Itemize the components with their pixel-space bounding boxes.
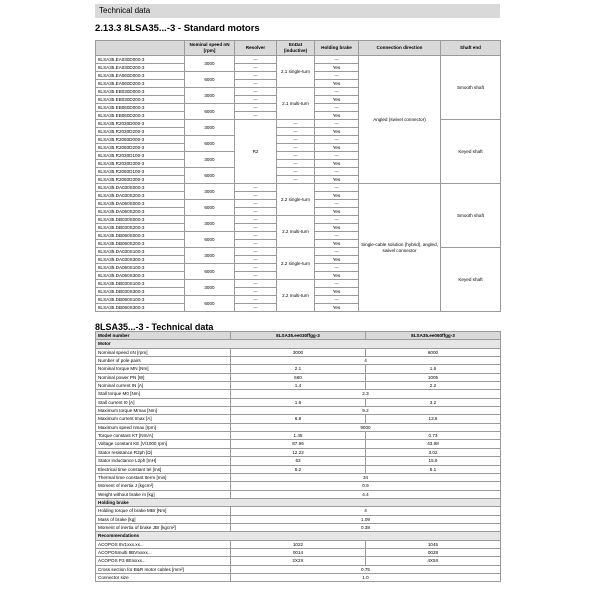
holding-brake-value: ---: [315, 296, 359, 304]
table-row: [96, 56, 501, 64]
resolver-value: ---: [235, 88, 277, 96]
value-060: 4X5X: [366, 557, 501, 565]
holding-brake-value: ---: [315, 184, 359, 192]
endat-value: ---: [277, 176, 315, 184]
value-030: 6.8: [231, 415, 366, 423]
parameter-label: Voltage constant KE [V/1000 rpm]: [96, 440, 231, 448]
parameter-label: Nominal current IN [A]: [96, 382, 231, 390]
parameter-label: Nominal power PN [W]: [96, 373, 231, 381]
value-030: 87.96: [231, 440, 366, 448]
col-header-endat: EnDat (inductive): [277, 41, 315, 56]
parameter-label: Cross section for B&R motor cables [mm²]: [96, 565, 231, 573]
resolver-value: ---: [235, 272, 277, 280]
parameter-label: Thermal time constant tterm [min]: [96, 473, 231, 481]
holding-brake-value: Yes: [315, 288, 359, 296]
resolver-value: ---: [235, 112, 277, 120]
shaft-end: Keyed shaft: [441, 120, 501, 184]
model-number: 8LSA35.EB060D000-3: [96, 104, 185, 112]
endat-value: 2.1 single-turn: [277, 56, 315, 88]
table-row: [96, 540, 501, 548]
resolver-value: ---: [235, 288, 277, 296]
model-number: 8LSA35.DA060S300-3: [96, 272, 185, 280]
table-row: [96, 515, 501, 523]
value-060: 6000: [366, 348, 501, 356]
model-number: 8LSA35.R2060D200-3: [96, 144, 185, 152]
parameter-label: Moment of inertia J [kgcm²]: [96, 482, 231, 490]
col-header-model: Model number: [96, 332, 231, 340]
endat-value: 2.2 multi-turn: [277, 280, 315, 312]
model-number: 8LSA35.R2060D100-3: [96, 168, 185, 176]
resolver-value: ---: [235, 200, 277, 208]
model-number: 8LSA35.DB060S200-3: [96, 240, 185, 248]
value-030: 3000: [231, 348, 366, 356]
page-title: 2.13.3 8LSA35...-3 - Standard motors: [95, 23, 260, 34]
nominal-speed: 6000: [185, 232, 235, 248]
parameter-label: Stator inductance L2ph [mH]: [96, 457, 231, 465]
parameter-label: Stator resistance R2ph [Ω]: [96, 448, 231, 456]
value-060: 1005: [366, 373, 501, 381]
section-label: Motor: [96, 340, 501, 348]
parameter-label: Nominal torque MN [Nm]: [96, 365, 231, 373]
table-row: [96, 390, 501, 398]
parameter-label: Weight without brake m [kg]: [96, 490, 231, 498]
model-number: 8LSA35.EA060D200-3: [96, 80, 185, 88]
model-number: 8LSA35.R2030D000-3: [96, 120, 185, 128]
value-030: 5.2: [231, 465, 366, 473]
value-030: 1.45: [231, 432, 366, 440]
table-row: [96, 365, 501, 373]
model-number: 8LSA35.R2030D100-3: [96, 152, 185, 160]
table-row: [96, 382, 501, 390]
table-row: [96, 248, 501, 256]
col-header-brake: Holding brake: [315, 41, 359, 56]
nominal-speed: 3000: [185, 184, 235, 200]
value-shared: 0.75: [231, 565, 501, 573]
parameter-label: Stall torque M0 [Nm]: [96, 390, 231, 398]
value-030: 12.22: [231, 448, 366, 456]
holding-brake-value: ---: [315, 120, 359, 128]
value-030: 63: [231, 457, 366, 465]
nominal-speed: 6000: [185, 168, 235, 184]
value-shared: 9.2: [231, 407, 501, 415]
table-row: [96, 507, 501, 515]
table-row: [96, 473, 501, 481]
resolver-value: ---: [235, 256, 277, 264]
value-030: 0014: [231, 548, 366, 556]
value-shared: 4.4: [231, 490, 501, 498]
value-030: 1.6: [231, 398, 366, 406]
col-header-resolver: Resolver: [235, 41, 277, 56]
col-header-060: 8LSA35.ee060ffgg-3: [366, 332, 501, 340]
holding-brake-value: ---: [315, 264, 359, 272]
holding-brake-value: ---: [315, 152, 359, 160]
value-shared: 0.9: [231, 482, 501, 490]
model-number: 8LSA35.EB030D000-3: [96, 88, 185, 96]
endat-value: 2.2 single-turn: [277, 248, 315, 280]
holding-brake-value: ---: [315, 232, 359, 240]
section-holding-brake: [96, 498, 501, 506]
table-row: [96, 348, 501, 356]
holding-brake-value: ---: [315, 72, 359, 80]
parameter-label: ACOPOS 8V1xxx.xx...: [96, 540, 231, 548]
model-number: 8LSA35.R2030D300-3: [96, 160, 185, 168]
value-060: 13.6: [366, 415, 501, 423]
parameter-label: ACOPOS P3 8EIxxxx...: [96, 557, 231, 565]
endat-value: ---: [277, 128, 315, 136]
model-number: 8LSA35.DB060S300-3: [96, 304, 185, 312]
model-number: 8LSA35.DB030S200-3: [96, 224, 185, 232]
table-row: [96, 557, 501, 565]
table-row: [96, 432, 501, 440]
connection-direction: Single-cable solution (hybrid), angled, swivel connector: [359, 184, 441, 312]
holding-brake-value: ---: [315, 248, 359, 256]
value-030: 2X2X: [231, 557, 366, 565]
holding-brake-value: Yes: [315, 304, 359, 312]
endat-value: 2.2 single-turn: [277, 184, 315, 216]
value-060: 0028: [366, 548, 501, 556]
nominal-speed: 6000: [185, 104, 235, 120]
model-number: 8LSA35.EA030D200-3: [96, 64, 185, 72]
parameter-label: Connector size: [96, 573, 231, 581]
model-number: 8LSA35.EB060D200-3: [96, 112, 185, 120]
col-header-shaft: Shaft end: [441, 41, 501, 56]
endat-value: ---: [277, 160, 315, 168]
table-row: [96, 457, 501, 465]
model-number: 8LSA35.DB030S100-3: [96, 280, 185, 288]
parameter-label: Holding torque of brake MBr [Nm]: [96, 507, 231, 515]
model-number: 8LSA35.DB030S300-3: [96, 288, 185, 296]
section-recommendations: [96, 532, 501, 540]
value-060: 1.6: [366, 365, 501, 373]
resolver-value: ---: [235, 184, 277, 192]
value-shared: 4: [231, 507, 501, 515]
endat-value: ---: [277, 136, 315, 144]
value-060: 2.2: [366, 382, 501, 390]
resolver-value: ---: [235, 72, 277, 80]
nominal-speed: 6000: [185, 200, 235, 216]
parameter-label: Moment of inertia of brake JBr [kgcm²]: [96, 523, 231, 531]
value-060: 43.98: [366, 440, 501, 448]
resolver-value: ---: [235, 296, 277, 304]
parameter-label: Torque constant KT [Nm/A]: [96, 432, 231, 440]
model-number: 8LSA35.DA030S200-3: [96, 192, 185, 200]
holding-brake-value: ---: [315, 136, 359, 144]
shaft-end: Smooth shaft: [441, 184, 501, 248]
model-number: 8LSA35.DB060S000-3: [96, 232, 185, 240]
parameter-label: Nominal speed nN [rpm]: [96, 348, 231, 356]
value-030: 1022: [231, 540, 366, 548]
nominal-speed: 3000: [185, 120, 235, 136]
col-header-model: [96, 41, 185, 56]
technical-data-table: [95, 331, 501, 582]
holding-brake-value: Yes: [315, 272, 359, 280]
nominal-speed: 3000: [185, 280, 235, 296]
nominal-speed: 6000: [185, 296, 235, 312]
model-number: 8LSA35.R2060D300-3: [96, 176, 185, 184]
value-030: 2.1: [231, 365, 366, 373]
model-number: 8LSA35.DA030S000-3: [96, 184, 185, 192]
model-number: 8LSA35.DA030S100-3: [96, 248, 185, 256]
model-number: 8LSA35.EB030D200-3: [96, 96, 185, 104]
table-row: [96, 573, 501, 581]
section-header: Technical data: [95, 4, 500, 18]
value-shared: 1.09: [231, 515, 501, 523]
model-number: 8LSA35.R2060D000-3: [96, 136, 185, 144]
table-row: [96, 398, 501, 406]
resolver-value: ---: [235, 96, 277, 104]
model-number: 8LSA35.DB060S100-3: [96, 296, 185, 304]
resolver-value: ---: [235, 216, 277, 224]
endat-value: ---: [277, 120, 315, 128]
model-number: 8LSA35.DA060S200-3: [96, 208, 185, 216]
holding-brake-value: ---: [315, 200, 359, 208]
value-shared: 0.38: [231, 523, 501, 531]
parameter-label: Maximum speed nmax [rpm]: [96, 423, 231, 431]
holding-brake-value: ---: [315, 280, 359, 288]
table-row: [96, 482, 501, 490]
model-number: 8LSA35.R2030D200-3: [96, 128, 185, 136]
nominal-speed: 6000: [185, 264, 235, 280]
resolver-value: ---: [235, 80, 277, 88]
nominal-speed: 3000: [185, 152, 235, 168]
nominal-speed: 3000: [185, 248, 235, 264]
resolver-value: ---: [235, 240, 277, 248]
col-header-connection: Connection direction: [359, 41, 441, 56]
table-row: [96, 407, 501, 415]
resolver-value: ---: [235, 248, 277, 256]
nominal-speed: 3000: [185, 56, 235, 72]
value-060: 5.1: [366, 465, 501, 473]
parameter-label: Maximum torque Mmax [Nm]: [96, 407, 231, 415]
endat-value: 2.2 multi-turn: [277, 216, 315, 248]
value-060: 15.6: [366, 457, 501, 465]
connection-direction: Angled (swivel connector): [359, 56, 441, 184]
model-number: 8LSA35.DA030S300-3: [96, 256, 185, 264]
endat-value: ---: [277, 144, 315, 152]
resolver-value: ---: [235, 192, 277, 200]
holding-brake-value: Yes: [315, 224, 359, 232]
table-row: [96, 565, 501, 573]
resolver-value: ---: [235, 64, 277, 72]
table-row: [96, 120, 501, 128]
nominal-speed: 6000: [185, 72, 235, 88]
table-row: [96, 440, 501, 448]
parameter-label: Stall current I0 [A]: [96, 398, 231, 406]
model-number: 8LSA35.EA030D000-3: [96, 56, 185, 64]
holding-brake-value: Yes: [315, 96, 359, 104]
parameter-label: Maximum current Imax [A]: [96, 415, 231, 423]
model-number: 8LSA35.DA060S000-3: [96, 200, 185, 208]
shaft-end: Smooth shaft: [441, 56, 501, 120]
model-number: 8LSA35.DB030S000-3: [96, 216, 185, 224]
table-row: [96, 465, 501, 473]
holding-brake-value: Yes: [315, 208, 359, 216]
holding-brake-value: Yes: [315, 128, 359, 136]
resolver-value: ---: [235, 280, 277, 288]
resolver-value: ---: [235, 104, 277, 112]
parameter-label: Number of pole pairs: [96, 357, 231, 365]
value-030: 1.4: [231, 382, 366, 390]
value-060: 0.73: [366, 432, 501, 440]
model-number: 8LSA35.EA060D000-3: [96, 72, 185, 80]
holding-brake-value: ---: [315, 216, 359, 224]
table-row: [96, 373, 501, 381]
resolver-value: ---: [235, 56, 277, 64]
holding-brake-value: Yes: [315, 160, 359, 168]
holding-brake-value: ---: [315, 168, 359, 176]
resolver-value: ---: [235, 224, 277, 232]
motor-variants-table: [95, 40, 501, 312]
table-row: [96, 490, 501, 498]
holding-brake-value: ---: [315, 56, 359, 64]
col-header-speed: Nominal speed nN [rpm]: [185, 41, 235, 56]
table-row: [96, 357, 501, 365]
nominal-speed: 3000: [185, 88, 235, 104]
section-motor: [96, 340, 501, 348]
table-row: [96, 184, 501, 192]
holding-brake-value: Yes: [315, 144, 359, 152]
holding-brake-value: Yes: [315, 80, 359, 88]
endat-value: ---: [277, 168, 315, 176]
technical-data-title: 8LSA35...-3 - Technical data: [95, 322, 214, 332]
parameter-label: Mass of brake [kg]: [96, 515, 231, 523]
section-label: Holding brake: [96, 498, 501, 506]
endat-value: ---: [277, 152, 315, 160]
resolver-value: ---: [235, 232, 277, 240]
table-row: [96, 523, 501, 531]
holding-brake-value: Yes: [315, 256, 359, 264]
resolver-value: ---: [235, 304, 277, 312]
section-label: Recommendations: [96, 532, 501, 540]
value-060: 3.2: [366, 398, 501, 406]
nominal-speed: 6000: [185, 136, 235, 152]
nominal-speed: 3000: [185, 216, 235, 232]
value-060: 1045: [366, 540, 501, 548]
col-header-030: 8LSA35.ee030ffgg-3: [231, 332, 366, 340]
table-row: [96, 548, 501, 556]
resolver-value: ---: [235, 264, 277, 272]
holding-brake-value: ---: [315, 88, 359, 96]
holding-brake-value: Yes: [315, 240, 359, 248]
value-060: 3.02: [366, 448, 501, 456]
parameter-label: Electrical time constant tel [ms]: [96, 465, 231, 473]
value-shared: 4: [231, 357, 501, 365]
holding-brake-value: Yes: [315, 192, 359, 200]
model-number: 8LSA35.DA060S100-3: [96, 264, 185, 272]
table-row: [96, 423, 501, 431]
endat-value: 2.1 multi-turn: [277, 88, 315, 120]
value-030: 660: [231, 373, 366, 381]
table-row: [96, 415, 501, 423]
value-shared: 9000: [231, 423, 501, 431]
value-shared: 34: [231, 473, 501, 481]
table-header-row: [96, 332, 501, 340]
resolver-value: R2: [235, 120, 277, 184]
resolver-value: ---: [235, 208, 277, 216]
shaft-end: Keyed shaft: [441, 248, 501, 312]
value-shared: 1.0: [231, 573, 501, 581]
holding-brake-value: ---: [315, 104, 359, 112]
holding-brake-value: Yes: [315, 112, 359, 120]
holding-brake-value: Yes: [315, 176, 359, 184]
holding-brake-value: Yes: [315, 64, 359, 72]
table-row: [96, 448, 501, 456]
parameter-label: ACOPOSmulti 8BVIxxxx...: [96, 548, 231, 556]
value-shared: 2.3: [231, 390, 501, 398]
